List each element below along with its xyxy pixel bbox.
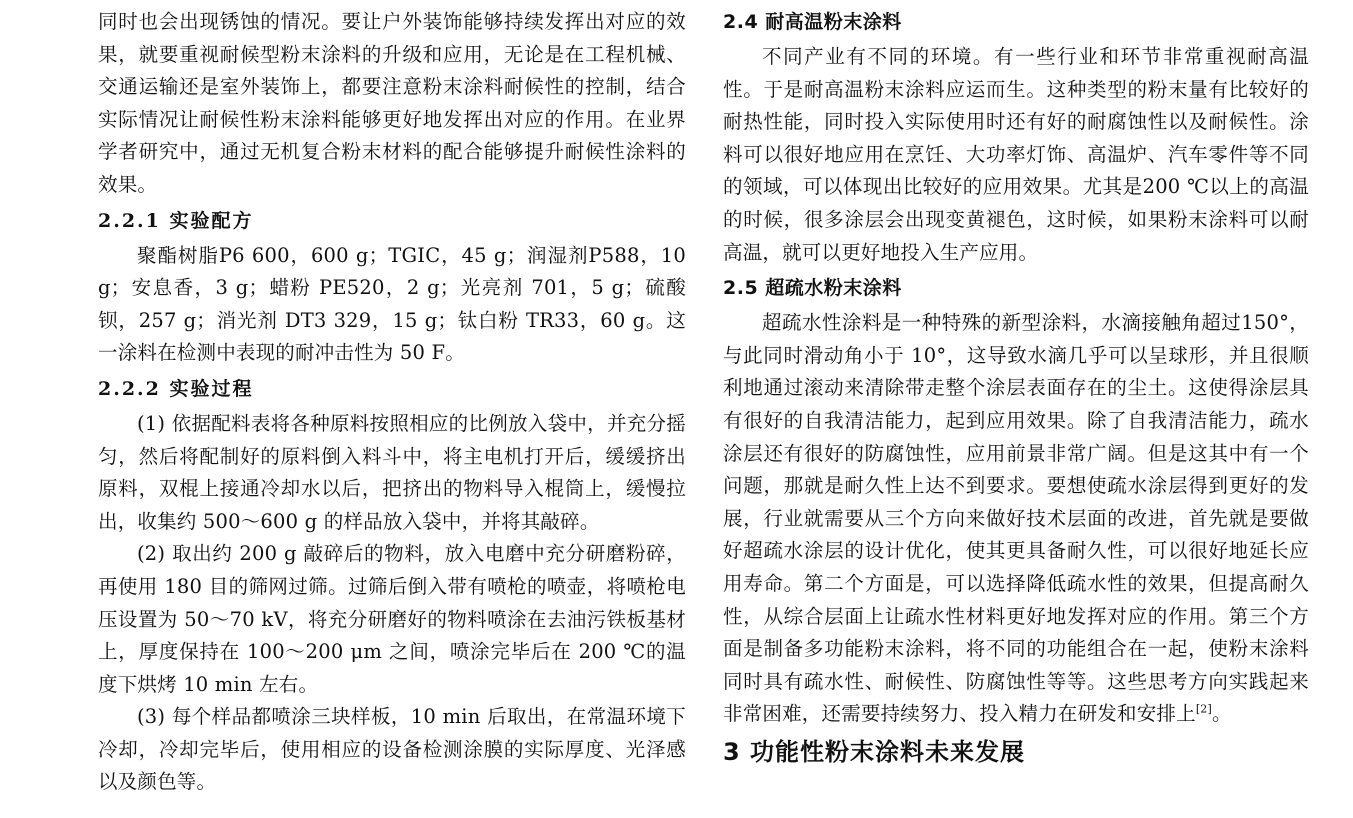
process-step-2: (2) 取出约 200 g 敲碎后的物料，放入电磨中充分研磨粉碎，再使用 180 目的筛网过筛。过筛后倒入带有喷枪的喷壶，将喷枪电压设置为 50～70 kV，将充分研磨好的物料喷涂在去油污铁板基材上，厚度保持在 100～200 μm 之间，喷涂完毕后在 200 ℃的温度下烘烤 10 min 左右。: [98, 542, 686, 696]
section-heading-2-2-1: 2.2.1 实验配方: [98, 209, 254, 232]
section-heading-2-2-2: 2.2.2 实验过程: [98, 377, 254, 400]
left-column: [98, 6, 686, 799]
section-heading-2-5: 2.5 超疏水粉末涂料: [723, 277, 902, 300]
superhydrophobic-end: 。: [1212, 702, 1232, 726]
section-heading-2-4: 2.4 耐高温粉末涂料: [723, 11, 902, 33]
superhydrophobic-text: 超疏水性涂料是一种特殊的新型涂料，水滴接触角超过150°，与此同时滑动角小于 10°，这导致水滴几乎可以呈球形，并且很顺利地通过滚动来清除带走整个涂层表面存在的尘土。这使得涂层具有很好的自我清洁能力，起到应用效果。除了自我清洁能力，疏水涂层还有很好的防腐蚀性，应用前景非常广阔。但是这其中有一个问题，那就是耐久性上达不到要求。要想使疏水涂层得到更好的发展，行业就需要从三个方向来做好技术层面的改进，首先就是要做好超疏水涂层的设计优化，使其更具备耐久性，可以很好地延长应用寿命。第二个方面是，可以选择降低疏水性的效果，但提高耐久性，从综合层面上让疏水性材料更好地发挥对应的作用。第三个方面是制备多功能粉末涂料，将不同的功能组合在一起，使粉末涂料同时具有疏水性、耐候性、防腐蚀性等等。这些思考方向实践起来非常困难，还需要持续努力、投入精力在研发和安排上: [723, 311, 1309, 726]
process-step-3: (3) 每个样品都喷涂三块样板，10 min 后取出，在常温环境下冷却，冷却完毕后，使用相应的设备检测涂膜的实际厚度、光泽感以及颜色等。: [98, 705, 686, 794]
right-column: [723, 6, 1309, 769]
process-step-1: (1) 依据配料表将各种原料按照相应的比例放入袋中，并充分摇匀，然后将配制好的原料倒入料斗中，将主电机打开后，缓缓挤出原料，双棍上接通冷却水以后，把挤出的物料导入棍筒上，缓慢拉出，收集约 500～600 g 的样品放入袋中，并将其敲碎。: [98, 411, 686, 533]
section-heading-3: 3 功能性粉末涂料未来发展: [723, 737, 1026, 766]
citation-ref: [2]: [1195, 702, 1212, 716]
superhydrophobic-paragraph: [723, 307, 1309, 731]
formula-paragraph: 聚酯树脂P6 600，600 g；TGIC，45 g；润湿剂P588，10 g；安息香，3 g；蜡粉 PE520，2 g；光亮剂 701，5 g；硫酸钡，257 g；消光剂 DT3 329，15 g；钛白粉 TR33，60 g。这一涂料在检测中表现的耐冲击性为 50 F。: [98, 243, 686, 365]
intro-paragraph: 同时也会出现锈蚀的情况。要让户外装饰能够持续发挥出对应的效果，就要重视耐候型粉末涂料的升级和应用，无论是在工程机械、交通运输还是室外装饰上，都要注意粉末涂料耐候性的控制，结合实际情况让耐候性粉末涂料能够更好地发挥出对应的作用。在业界学者研究中，通过无机复合粉末材料的配合能够提升耐候性涂料的效果。: [98, 10, 686, 196]
high-temp-paragraph: 不同产业有不同的环境。有一些行业和环节非常重视耐高温性。于是耐高温粉末涂料应运而生。这种类型的粉末量有比较好的耐热性能，同时投入实际使用时还有好的耐腐蚀性以及耐候性。涂料可以很好地应用在烹饪、大功率灯饰、高温炉、汽车零件等不同的领域，可以体现出比较好的应用效果。尤其是200 ℃以上的高温的时候，很多涂层会出现变黄褪色，这时候，如果粉末涂料可以耐高温，就可以更好地投入生产应用。: [723, 45, 1309, 264]
